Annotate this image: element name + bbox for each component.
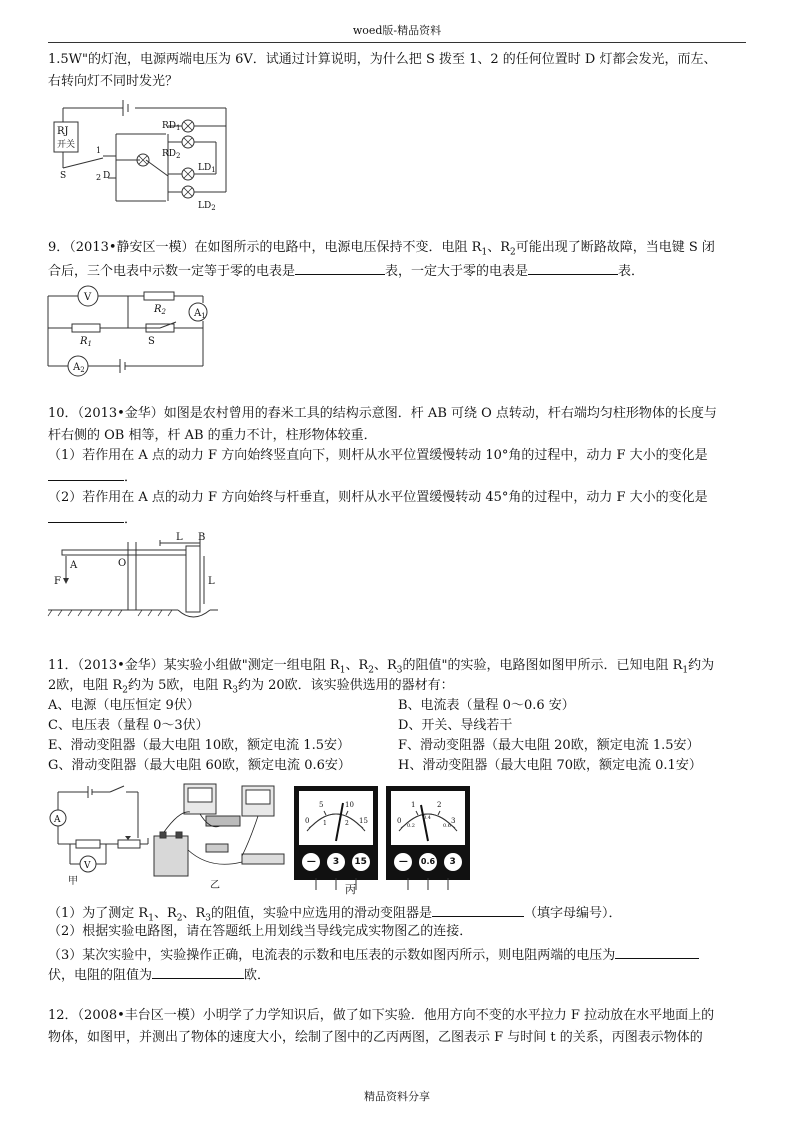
q11-meter-voltmeter: [294, 786, 378, 880]
q10-blank-2[interactable]: [48, 508, 124, 523]
q9-blank-2[interactable]: [528, 260, 618, 275]
q11-a-inner-1: 0.2: [407, 823, 415, 829]
q10-part-2-answer: ．: [48, 508, 137, 530]
q9-ammeter2-label: $A_2$: [73, 362, 85, 374]
q11-label-yi: 乙: [210, 880, 220, 891]
q10-line-2: 杆右侧的 OB 相等，杆 AB 的重力不计，柱形物体较重．: [48, 428, 377, 443]
q11-v-terminal-3: 3: [327, 853, 345, 871]
q8-rd2-label: $RD_2$: [162, 149, 181, 160]
q11-item-f: F、滑动变阻器（最大电阻 20欧，额定电流 1.5安）: [398, 738, 700, 753]
q9-line-1: 9．（2013•静安区一模）在如图所示的电路中，电源电压保持不变．电阻 $R_1$、$R_2$可能出现了断路故障，当电键 S 闭: [48, 240, 715, 258]
q11-part-1: （1）为了测定 $R_1$、$R_2$、$R_3$的阻值，实验中应选用的滑动变阻器是 （填字母编号）．: [48, 902, 622, 929]
q8-pos2-label: 2: [96, 173, 102, 182]
page-footer: 精品资料分享: [364, 1090, 430, 1103]
page-header: woed版-精品资料: [352, 24, 442, 37]
q12-line-1: 12．（2008•丰台区一模）小明学了力学知识后，做了如下实验．他用方向不变的水平拉力 F 拉动放在水平地面上的: [48, 1008, 715, 1023]
q10-blank-1[interactable]: [48, 466, 124, 481]
q10-l1-label: L: [176, 532, 183, 543]
q11-a-tick-1: 1: [411, 801, 416, 809]
q10-l2-label: L: [208, 576, 215, 587]
q11-v-tick-2: 10: [345, 801, 354, 809]
q11-a-tick-3: 3: [451, 817, 456, 825]
q11-blank-2[interactable]: [615, 944, 699, 959]
q9-voltmeter-label: V: [84, 292, 92, 303]
q10-line-1: 10．（2013•金华）如图是农村曾用的舂米工具的结构示意图．杆 AB 可绕 O 点转动，杆右端均匀柱形物体的长度与: [48, 406, 717, 421]
q10-part-2: （2）若作用在 A 点的动力 F 方向始终与杆垂直，则杆从水平位置缓慢转动 45°角的过程中，动力 F 大小的变化是: [48, 490, 708, 505]
q9-circuit-figure: [48, 284, 218, 380]
header-rule: [48, 42, 746, 43]
q11-voltmeter-label: V: [84, 861, 91, 871]
q11-v-inner-2: 2: [345, 820, 349, 827]
q8-rd1-label: $RD_1$: [162, 121, 181, 132]
q11-line-1: 11．（2013•金华）某实验小组做"测定一组电阻 $R_1$、$R_2$、$R_3$的阻值"的实验，电路图如图甲所示．已知电阻 $R_1$约为: [48, 658, 715, 676]
q11-part-3-cont: 伏，电阻的阻值为 欧．: [48, 964, 270, 986]
q10-lever-figure: [48, 532, 218, 628]
q9-switch-label: S: [148, 336, 155, 347]
q11-a-inner-2: 0.4: [423, 815, 431, 821]
q12-line-2: 物体，如图甲，并测出了物体的速度大小，绘制了图中的乙丙两图，乙图表示 F 与时间 t 的关系，丙图表示物体的: [48, 1030, 703, 1045]
q11-a-tick-2: 2: [437, 801, 442, 809]
q11-v-terminal-15: 15: [352, 853, 370, 871]
q8-ld2-label: $LD_2$: [198, 201, 216, 212]
q9-ammeter1-label: $A_1$: [194, 308, 206, 320]
q10-a-label: A: [70, 560, 78, 571]
q11-item-h: H、滑动变阻器（最大电阻 70欧，额定电流 0.1安）: [398, 758, 702, 773]
q8-d-label: D: [103, 171, 111, 181]
q10-b-label: B: [198, 532, 206, 543]
q11-v-inner-1: 1: [323, 820, 327, 827]
q8-line-1: 1.5W"的灯泡，电源两端电压为 6V．试通过计算说明，为什么把 S 拨至 1、2 的任何位置时 D 灯都会发光，而左、: [48, 52, 717, 67]
q11-v-tick-1: 5: [319, 801, 324, 809]
q8-rj-label: RJ: [57, 126, 69, 137]
q11-blank-1[interactable]: [432, 902, 524, 917]
q11-item-c: C、电压表（量程 0～3伏）: [48, 718, 209, 733]
q9-r1-label: $R_1$: [80, 336, 92, 348]
q10-part-1-answer: ．: [48, 466, 137, 488]
q8-line-2: 右转向灯不同时发光？: [48, 74, 179, 89]
q11-item-d: D、开关、导线若干: [398, 718, 513, 733]
q11-v-terminal-neg: —: [302, 853, 320, 871]
q11-a-terminal-3: 3: [444, 853, 462, 871]
q10-part-1: （1）若作用在 A 点的动力 F 方向始终竖直向下，则杆从水平位置缓慢转动 10°角的过程中，动力 F 大小的变化是: [48, 448, 708, 463]
q11-label-jia: 甲: [68, 876, 78, 887]
q11-part-2: （2）根据实验电路图，请在答题纸上用划线当导线完成实物图乙的连接．: [48, 924, 473, 939]
q11-part-3: （3）某次实验中，实验操作正确，电流表的示数和电压表的示数如图丙所示，则电阻两端的电压为: [48, 944, 699, 966]
q11-meter-ammeter: [386, 786, 470, 880]
q11-ammeter-label: A: [54, 815, 61, 825]
q11-item-b: B、电流表（量程 0～0.6 安）: [398, 698, 575, 713]
q11-circuit-jia: [48, 784, 158, 887]
q11-blank-3[interactable]: [152, 964, 244, 979]
q11-v-tick-3: 15: [359, 817, 368, 825]
q11-a-inner-3: 0.6: [443, 823, 451, 829]
q8-ld1-label: $LD_1$: [198, 163, 216, 174]
q11-a-tick-0: 0: [397, 817, 402, 825]
q9-blank-1[interactable]: [295, 260, 385, 275]
q11-label-bing: 丙: [345, 883, 356, 896]
q11-v-tick-0: 0: [305, 817, 310, 825]
q11-equipment-yi: [150, 780, 290, 890]
q11-line-2: 2欧，电阻 $R_2$约为 5欧，电阻 $R_3$约为 20欧．该实验供选用的器材有：: [48, 678, 454, 696]
q11-meter-stands: [294, 878, 470, 892]
q11-a-terminal-neg: —: [394, 853, 412, 871]
q9-r2-label: $R_2$: [154, 304, 166, 316]
q8-circuit-figure: [48, 96, 238, 216]
q11-item-g: G、滑动变阻器（最大电阻 60欧，额定电流 0.6安）: [48, 758, 351, 773]
q11-item-a: A、电源（电压恒定 9伏）: [48, 698, 200, 713]
q8-switch-label: 开关: [57, 140, 76, 150]
q11-a-terminal-06: 0.6: [419, 853, 437, 871]
q8-pos1-label: 1: [96, 146, 102, 155]
q11-item-e: E、滑动变阻器（最大电阻 10欧，额定电流 1.5安）: [48, 738, 350, 753]
q10-f-label: F: [54, 576, 61, 587]
q10-o-label: O: [118, 558, 127, 569]
q8-s-label: S: [60, 171, 67, 181]
q9-line-2: 合后，三个电表中示数一定等于零的电表是 表，一定大于零的电表是 表．: [48, 260, 644, 282]
